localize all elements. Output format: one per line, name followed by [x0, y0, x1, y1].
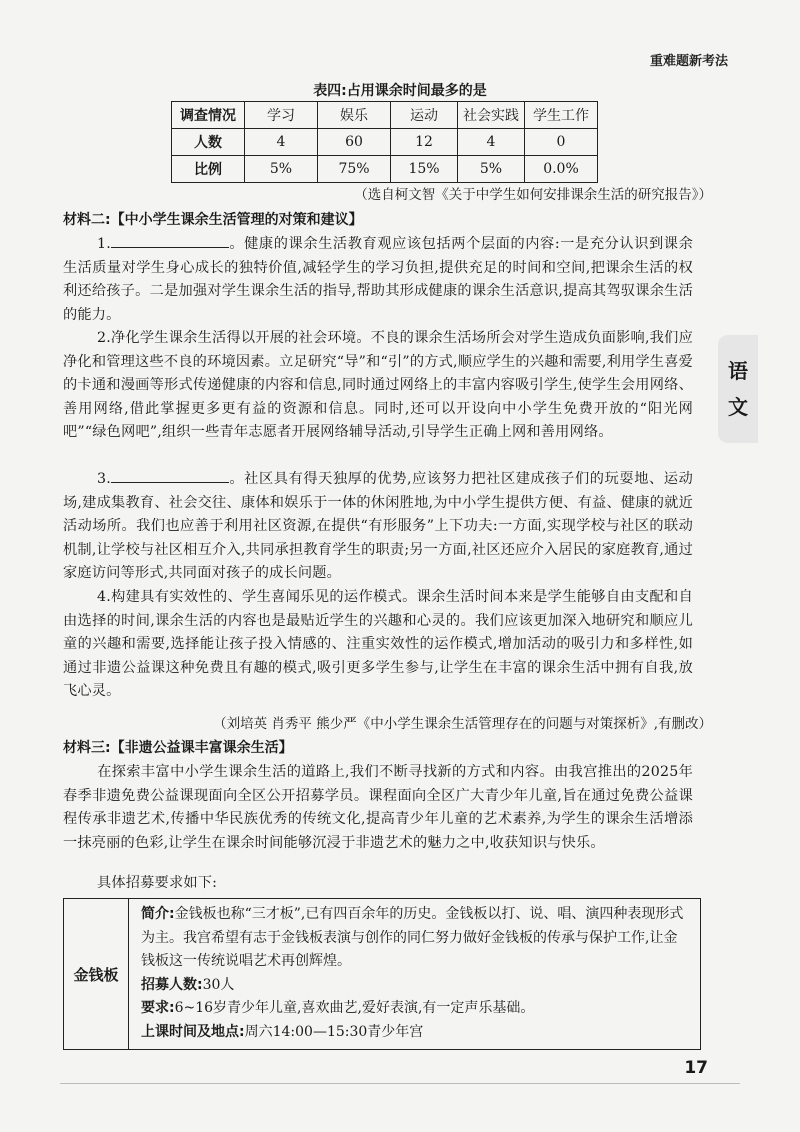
count-label: 招募人数: — [141, 976, 203, 993]
material2-title: 材料二:【中小学生课余生活管理的对策和建议】 — [63, 212, 363, 228]
paragraph-text: 在探索丰富中小学生课余生活的道路上,我们不断寻找新的方式和内容。由我宫推出的2025年春季非遗免费公益课现面向全区公开招募学员。课程面向全区广大青少年儿童,旨在通过免费公益课程传承非遗艺术,传播中华民族优秀的传统文化,提高青少年儿童的艺术素养,为学生的课余生活增添一抹亮丽的色彩,让学生在课余时间能够沉浸于非遗艺术的魅力之中,收获知识与快乐。 — [63, 764, 693, 851]
table-cell: 60 — [318, 129, 391, 156]
table-cell: 15% — [391, 156, 458, 183]
table-row-header: 比例 — [172, 156, 245, 183]
subject-tab-char: 语 — [728, 359, 748, 383]
material3-paragraph-2 — [63, 872, 693, 896]
subject-tab — [718, 335, 758, 443]
table-header-cell: 学习 — [245, 102, 318, 129]
course-requirements — [141, 997, 688, 1021]
table-cell: 5% — [245, 156, 318, 183]
table-row — [172, 156, 598, 183]
table-row-header: 人数 — [172, 129, 245, 156]
course-intro — [141, 903, 688, 974]
material3-title: 材料三:【非遗公益课丰富课余生活】 — [63, 740, 293, 756]
paragraph-text: 具体招募要求如下: — [97, 875, 218, 891]
course-details — [129, 899, 700, 1049]
table-header-cell: 娱乐 — [318, 102, 391, 129]
table-header-cell: 运动 — [391, 102, 458, 129]
time-label: 上课时间及地点: — [141, 1023, 245, 1040]
running-header: 重难题新考法 — [649, 54, 728, 69]
table-header-row — [172, 102, 598, 129]
table-header-cell: 学生工作 — [525, 102, 598, 129]
recruitment-box — [63, 898, 701, 1050]
requirements-text: 6~16岁青少年儿童,喜欢曲艺,爱好表演,有一定声乐基础。 — [174, 1000, 535, 1016]
paragraph-number: 3. — [97, 471, 111, 487]
table-cell: 0.0% — [525, 156, 598, 183]
answer-blank[interactable] — [111, 233, 229, 248]
paragraph-text: 。健康的课余生活教育观应该包括两个层面的内容:一是充分认识到课余生活质量对学生身心成长的独特价值,减轻学生的学习负担,提供充足的时间和空间,把课余生活的权利还给孩子。二是加强对学生课余生活的指导,帮助其形成健康的课余生活意识,提高其驾驭课余生活的能力。 — [63, 236, 693, 323]
count-text: 30人 — [202, 976, 235, 993]
paragraph-text: 2.净化学生课余生活得以开展的社会环境。不良的课余生活场所会对学生造成负面影响,我们应净化和管理这些不良的环境因素。立足研究“导”和“引”的方式,顺应学生的兴趣和需要,利用学生喜爱的卡通和漫画等形式传递健康的内容和信息,同时通过网络上的丰富内容吸引学生,使学生会用网络、善用网络,借此掌握更多更有益的资源和信息。同时,还可以开设向中小学生免费开放的“阳光网吧”“绿色网吧”,组织一些青年志愿者开展网络辅导活动,引导学生正确上网和善用网络。 — [63, 330, 693, 440]
material3-paragraph-1 — [63, 761, 693, 855]
page-number: 17 — [684, 1058, 708, 1078]
material2-paragraph-2 — [63, 327, 693, 445]
survey-table — [171, 101, 598, 183]
table-header-cell: 社会实践 — [458, 102, 525, 129]
subject-tab-char: 文 — [728, 395, 748, 419]
table-header-cell: 调查情况 — [172, 102, 245, 129]
footer-rule — [60, 1083, 740, 1084]
requirements-label: 要求: — [141, 1000, 175, 1016]
course-time-place — [141, 1021, 688, 1045]
answer-blank[interactable] — [111, 468, 229, 483]
material2-paragraph-3 — [63, 468, 693, 586]
material2-paragraph-4 — [63, 586, 693, 704]
table-cell: 0 — [525, 129, 598, 156]
intro-label: 简介: — [141, 906, 175, 922]
table-row — [172, 129, 598, 156]
table-source-citation: （选自柯文智《关于中学生如何安排课余生活的研究报告》） — [354, 187, 712, 203]
material2-paragraph-1 — [63, 233, 693, 327]
table-cell: 12 — [391, 129, 458, 156]
material2-source-citation: （刘培英 肖秀平 熊少严《中小学生课余生活管理存在的问题与对策探析》,有删改） — [213, 716, 712, 732]
paragraph-text: 。社区具有得天独厚的优势,应该努力把社区建成孩子们的玩耍地、运动场,建成集教育、社会交往、康体和娱乐于一体的休闲胜地,为中小学生提供方便、有益、健康的就近活动场所。我们也应善于利用社区资源,在提供“有形服务”上下功夫:一方面,实现学校与社区的联动机制,让学校与社区相互介入,共同承担教育学生的职责;另一方面,社区还应介入居民的家庭教育,通过家庭访问等形式,共同面对孩子的成长问题。 — [63, 471, 693, 581]
course-count — [141, 974, 688, 998]
course-name: 金钱板 — [64, 899, 129, 1049]
paragraph-number: 1. — [97, 236, 111, 252]
table-cell: 75% — [318, 156, 391, 183]
table-cell: 4 — [458, 129, 525, 156]
table-cell: 4 — [245, 129, 318, 156]
time-text: 周六14:00—15:30青少年宫 — [244, 1023, 424, 1040]
intro-text: 金钱板也称“三才板”,已有四百余年的历史。金钱板以打、说、唱、演四种表现形式为主。我宫希望有志于金钱板表演与创作的同仁努力做好金钱板的传承与保护工作,让金钱板这一传统说唱艺术再创辉煌。 — [141, 906, 684, 969]
table-title: 表四:占用课余时间最多的是 — [313, 83, 487, 99]
paragraph-text: 4.构建具有实效性的、学生喜闻乐见的运作模式。课余生活时间本来是学生能够自由支配和自由选择的时间,课余生活的内容也是最贴近学生的兴趣和心灵的。我们应该更加深入地研究和顺应儿童的兴趣和需要,选择能让孩子投入情感的、注重实效性的运作模式,增加活动的吸引力和多样性,如通过非遗公益课这种免费且有趣的模式,吸引更多学生参与,让学生在丰富的课余生活中拥有自我,放飞心灵。 — [63, 589, 693, 699]
table-cell: 5% — [458, 156, 525, 183]
